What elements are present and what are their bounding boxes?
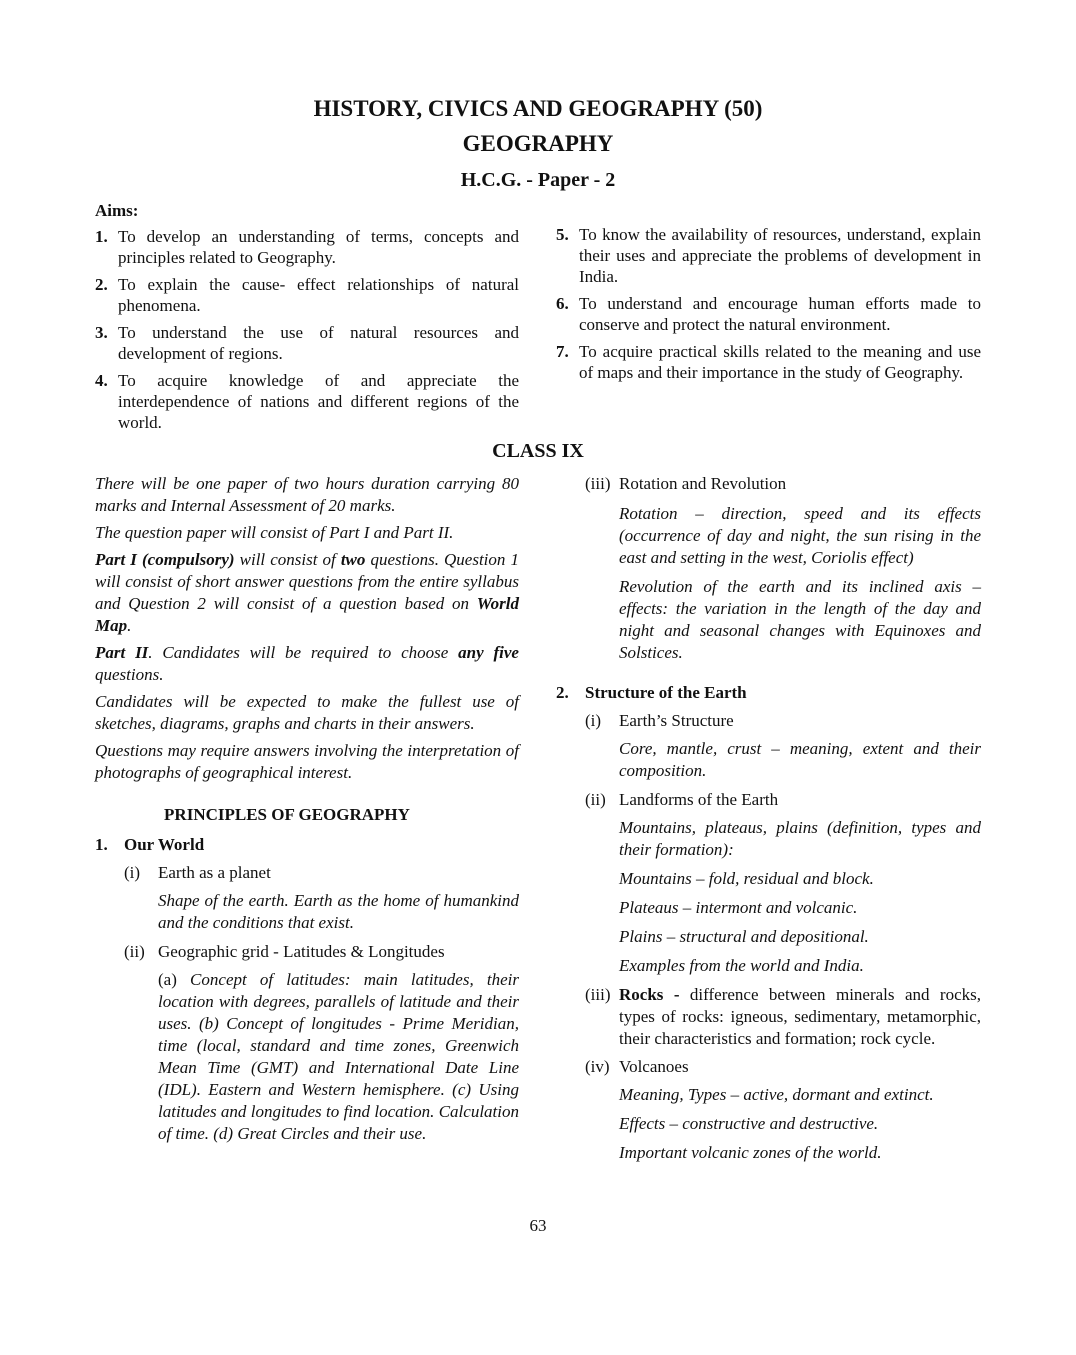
subtopic-description: Plateaus – intermont and volcanic. xyxy=(619,898,858,917)
intro-paragraph: There will be one paper of two hours duration carrying 80 marks and Internal Assessment of 20 marks. xyxy=(95,474,519,515)
subtopic-description: Revolution of the earth and its inclined axis – effects: the variation in the length of the day and night and seasonal changes with Equinoxes and Solstices. xyxy=(619,577,981,662)
rocks-label: Rocks - xyxy=(619,985,680,1004)
aim-text: To acquire practical skills related to the meaning and use of maps and their importance in the study of Geography. xyxy=(579,342,981,382)
page-number: 63 xyxy=(529,1216,547,1235)
topic-heading xyxy=(95,834,519,856)
subtopic-description: Mountains – fold, residual and block. xyxy=(619,869,874,888)
topic-number: 2. xyxy=(556,683,569,702)
subtopic-description: Plains – structural and depositional. xyxy=(619,927,869,946)
part-one-label: Part I (compulsory) xyxy=(95,550,235,569)
part-two-label: Part II xyxy=(95,643,149,662)
subtopic-description: Shape of the earth. Earth as the home of humankind and the conditions that exist. xyxy=(158,891,519,932)
aim-number: 1. xyxy=(95,227,108,246)
intro-paragraph: Questions may require answers involving the interpretation of photographs of geographical interest. xyxy=(95,741,519,782)
aim-text: To acquire knowledge of and appreciate the interdependence of nations and different regions of the world. xyxy=(118,371,519,432)
aims-right-column xyxy=(556,224,981,389)
subtopic-title xyxy=(619,984,981,1050)
subtopic-number: (ii) xyxy=(124,942,145,961)
aims-left-column xyxy=(95,226,519,439)
aim-number: 7. xyxy=(556,342,569,361)
subtopic-title: Earth’s Structure xyxy=(619,711,734,730)
aims-heading: Aims: xyxy=(95,201,139,220)
aim-text: To understand the use of natural resources and development of regions. xyxy=(118,323,519,363)
intro-text: questions. Question 1 will consist of short answer questions from the entire syllabus and Question 2 will consist of a question based on xyxy=(95,550,519,613)
left-column xyxy=(95,473,519,1152)
topic-title: Our World xyxy=(124,835,205,854)
aim-item xyxy=(95,370,519,433)
topic-title: Structure of the Earth xyxy=(585,683,747,702)
aim-number: 2. xyxy=(95,275,108,294)
subtopic xyxy=(124,941,519,963)
subtopic xyxy=(585,984,981,1050)
subtopic-number: (i) xyxy=(124,863,141,882)
subtopic-description: Rotation – direction, speed and its effects (occurrence of day and night, the sun rising in the east and setting in the west, Coriolis effect) xyxy=(619,504,981,567)
aim-item xyxy=(95,322,519,364)
subtopic xyxy=(585,473,981,495)
subtopic xyxy=(124,862,519,884)
item-label: (a) xyxy=(158,970,177,989)
subtopic xyxy=(585,1056,981,1078)
intro-paragraph: The question paper will consist of Part I and Part II. xyxy=(95,523,454,542)
class-heading: CLASS IX xyxy=(492,440,584,462)
subtopic-number: (ii) xyxy=(585,790,606,809)
intro-text: questions. xyxy=(95,665,164,684)
subject-title: GEOGRAPHY xyxy=(462,131,614,156)
intro-text: will consist of xyxy=(234,550,341,569)
aim-text: To explain the cause- effect relationships of natural phenomena. xyxy=(118,275,519,315)
subtopic-title: Earth as a planet xyxy=(158,863,271,882)
rocks-text: difference between minerals and rocks, types of rocks: igneous, sedimentary, metamorphic, their characteristics and formation; rock cycle. xyxy=(619,985,981,1048)
aim-text: To know the availability of resources, understand, explain their uses and appreciate the problems of development in India. xyxy=(579,225,981,286)
emphasis-world-map: World Map xyxy=(95,594,519,635)
intro-text: . Candidates will be required to choose xyxy=(148,643,459,662)
aim-text: To develop an understanding of terms, concepts and principles related to Geography. xyxy=(118,227,519,267)
subtopic-title: Rotation and Revolution xyxy=(619,474,787,493)
subtopic-title: Volcanoes xyxy=(619,1057,689,1076)
principles-heading: PRINCIPLES OF GEOGRAPHY xyxy=(164,805,410,824)
aim-item xyxy=(556,293,981,335)
subtopic-description: Core, mantle, crust – meaning, extent and their composition. xyxy=(619,739,981,780)
topic-number: 1. xyxy=(95,835,108,854)
aim-number: 4. xyxy=(95,371,108,390)
subtopic-description: Examples from the world and India. xyxy=(619,956,864,975)
aim-text: To understand and encourage human efforts made to conserve and protect the natural environment. xyxy=(579,294,981,334)
aim-number: 5. xyxy=(556,225,569,244)
aim-item xyxy=(556,341,981,383)
paper-title: H.C.G. - Paper - 2 xyxy=(460,169,616,191)
emphasis-any-five: any five xyxy=(458,643,519,662)
description-text: Concept of latitudes: main latitudes, their location with degrees, parallels of latitude and their uses. (b) Concept of longitudes - Prime Meridian, time (local, standard and time zones, Greenwich Mean Time (GMT) and International Date Line (IDL). Eastern and Western hemisphere. (c) Using latitudes and longitudes to find location. Calculation of time. (d) Great Circles and their use. xyxy=(158,970,519,1143)
emphasis-two: two xyxy=(340,550,366,569)
subtopic-description: Important volcanic zones of the world. xyxy=(619,1143,882,1162)
subtopic-number: (iii) xyxy=(585,985,611,1004)
subtopic xyxy=(585,710,981,732)
subtopic-description: Mountains, plateaus, plains (definition, types and their formation): xyxy=(619,818,981,859)
subtopic-title: Geographic grid - Latitudes & Longitudes xyxy=(158,942,445,961)
subtopic-number: (iv) xyxy=(585,1057,610,1076)
aim-item xyxy=(95,226,519,268)
aim-number: 3. xyxy=(95,323,108,342)
subtopic-description xyxy=(158,969,519,1145)
intro-paragraph: Candidates will be expected to make the fullest use of sketches, diagrams, graphs and charts in their answers. xyxy=(95,692,519,733)
subtopic-title: Landforms of the Earth xyxy=(619,790,779,809)
subtopic-description: Effects – constructive and destructive. xyxy=(619,1114,879,1133)
intro-paragraph xyxy=(95,549,519,637)
subtopic-description: Meaning, Types – active, dormant and extinct. xyxy=(619,1085,934,1104)
aim-item xyxy=(556,224,981,287)
subtopic-number: (i) xyxy=(585,711,602,730)
topic-heading xyxy=(556,682,981,704)
subtopic-number: (iii) xyxy=(585,474,611,493)
subtopic xyxy=(585,789,981,811)
intro-text: . xyxy=(127,616,132,635)
intro-paragraph xyxy=(95,642,519,686)
main-title: HISTORY, CIVICS AND GEOGRAPHY (50) xyxy=(313,96,763,121)
aim-number: 6. xyxy=(556,294,569,313)
right-column xyxy=(556,473,981,1171)
aim-item xyxy=(95,274,519,316)
